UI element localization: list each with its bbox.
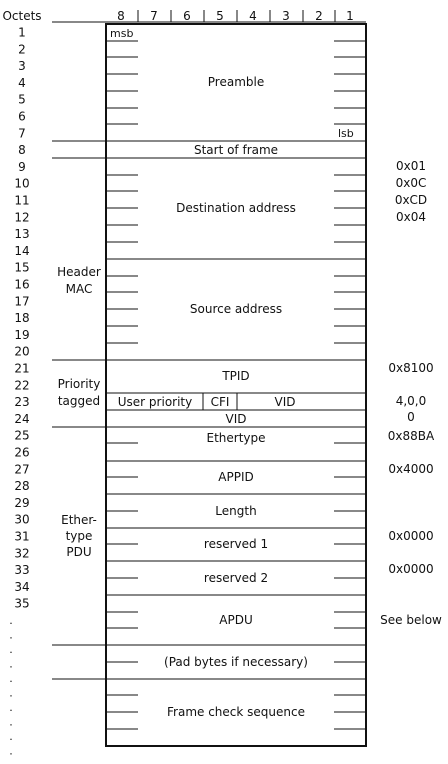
value-tpid: 0x8100 bbox=[388, 361, 434, 375]
octet-number: 20 bbox=[14, 344, 30, 359]
continuation-dots bbox=[9, 614, 13, 758]
group-priority-line-1: Priority bbox=[57, 377, 101, 391]
value-reserved-1: 0x0000 bbox=[388, 529, 434, 543]
octet-number: 30 bbox=[14, 512, 30, 527]
bit-label-6: 6 bbox=[183, 9, 191, 23]
value-dest-3: 0xCD bbox=[394, 193, 428, 207]
field-apdu: APDU bbox=[219, 613, 253, 627]
msb-marker: msb bbox=[110, 27, 134, 40]
continuation-dot: . bbox=[9, 614, 13, 627]
octet-number: 14 bbox=[14, 243, 30, 258]
octet-number: 11 bbox=[14, 193, 30, 208]
octet-number: 24 bbox=[14, 411, 30, 426]
octet-number: 7 bbox=[18, 126, 26, 141]
continuation-dot: . bbox=[9, 686, 13, 700]
group-priority-line-2: tagged bbox=[57, 394, 101, 408]
octet-number: 12 bbox=[14, 210, 30, 225]
octet-number: 31 bbox=[14, 529, 30, 544]
octets-header: Octets bbox=[2, 9, 42, 23]
value-reserved-2: 0x0000 bbox=[388, 562, 434, 576]
octet-number: 6 bbox=[18, 109, 26, 124]
value-vid: 0 bbox=[407, 410, 415, 424]
octet-number: 1 bbox=[18, 25, 26, 40]
bit-number-header bbox=[117, 9, 354, 23]
group-header-line-1: Header bbox=[57, 265, 101, 279]
octet-number: 33 bbox=[14, 563, 30, 578]
group-labels bbox=[57, 265, 101, 559]
value-dest-4: 0x04 bbox=[395, 210, 427, 224]
bit-label-3: 3 bbox=[282, 9, 290, 23]
field-reserved-2: reserved 2 bbox=[203, 571, 269, 585]
field-values bbox=[380, 159, 442, 627]
octet-number: 29 bbox=[14, 495, 30, 510]
octet-number: 18 bbox=[14, 311, 30, 326]
octet-number: 5 bbox=[18, 92, 26, 107]
field-separators bbox=[52, 141, 366, 679]
field-appid: APPID bbox=[218, 470, 254, 484]
frame-outline bbox=[106, 24, 366, 746]
octet-number: 22 bbox=[14, 378, 30, 393]
octet-number: 27 bbox=[14, 462, 30, 477]
field-preamble: Preamble bbox=[207, 75, 265, 89]
octet-number: 35 bbox=[14, 596, 30, 611]
octet-number: 19 bbox=[14, 327, 30, 342]
octet-number: 10 bbox=[14, 176, 30, 191]
continuation-dot: . bbox=[9, 672, 13, 685]
bit-label-2: 2 bbox=[315, 9, 323, 23]
octet-number: 28 bbox=[14, 479, 30, 494]
field-reserved-1: reserved 1 bbox=[203, 537, 269, 551]
lsb-marker: lsb bbox=[338, 127, 354, 140]
continuation-dot: . bbox=[9, 657, 13, 671]
field-start-of-frame: Start of frame bbox=[193, 143, 279, 157]
field-source-address: Source address bbox=[189, 302, 283, 316]
bit-ticks bbox=[138, 10, 335, 22]
octet-number: 13 bbox=[14, 227, 30, 242]
field-destination-address: Destination address bbox=[176, 201, 296, 215]
field-vid-low: VID bbox=[225, 412, 247, 426]
octet-number: 21 bbox=[14, 361, 30, 376]
octet-number: 4 bbox=[18, 75, 26, 90]
field-pad-bytes: (Pad bytes if necessary) bbox=[164, 655, 308, 669]
group-header-line-2: MAC bbox=[65, 282, 93, 296]
field-ethertype: Ethertype bbox=[206, 431, 266, 445]
octet-number: 23 bbox=[14, 395, 30, 410]
value-appid: 0x4000 bbox=[388, 462, 434, 476]
octet-number: 26 bbox=[14, 445, 30, 460]
bit-label-8: 8 bbox=[117, 9, 125, 23]
octet-number: 8 bbox=[18, 143, 26, 158]
bit-label-5: 5 bbox=[216, 9, 224, 23]
value-dest-1: 0x01 bbox=[395, 159, 427, 173]
group-ethertype-line-1: Ether- bbox=[61, 513, 97, 527]
octet-number: 32 bbox=[14, 546, 30, 561]
octet-number: 34 bbox=[14, 579, 30, 594]
value-apdu: See below bbox=[380, 613, 442, 627]
bit-label-4: 4 bbox=[249, 9, 257, 23]
octet-number: 16 bbox=[14, 277, 30, 292]
octet-number: 9 bbox=[18, 159, 26, 174]
octet-number: 3 bbox=[18, 59, 26, 74]
value-ethertype: 0x88BA bbox=[387, 429, 435, 443]
octet-number-column bbox=[14, 26, 29, 611]
field-frame-check-sequence: Frame check sequence bbox=[167, 705, 305, 719]
field-user-priority: User priority bbox=[117, 395, 193, 409]
octet-number: 15 bbox=[14, 260, 30, 275]
field-tpid: TPID bbox=[222, 369, 250, 383]
continuation-dot: . bbox=[9, 744, 13, 758]
group-ethertype-line-2: type bbox=[65, 529, 93, 543]
field-vid-high: VID bbox=[274, 395, 296, 409]
continuation-dot: . bbox=[9, 628, 13, 642]
continuation-dot: . bbox=[9, 730, 13, 743]
field-length: Length bbox=[215, 504, 257, 518]
octet-number: 17 bbox=[14, 294, 30, 309]
value-dest-2: 0x0C bbox=[395, 176, 427, 190]
octet-number: 25 bbox=[14, 428, 30, 443]
group-ethertype-line-3: PDU bbox=[66, 545, 92, 559]
field-cfi: CFI bbox=[210, 395, 230, 409]
continuation-dot: . bbox=[9, 701, 13, 714]
continuation-dot: . bbox=[9, 643, 13, 656]
bit-label-7: 7 bbox=[150, 9, 158, 23]
value-priority: 4,0,0 bbox=[395, 394, 427, 408]
bit-label-1: 1 bbox=[346, 9, 354, 23]
continuation-dot: . bbox=[9, 715, 13, 729]
field-labels bbox=[118, 75, 308, 719]
octet-number: 2 bbox=[18, 42, 26, 57]
